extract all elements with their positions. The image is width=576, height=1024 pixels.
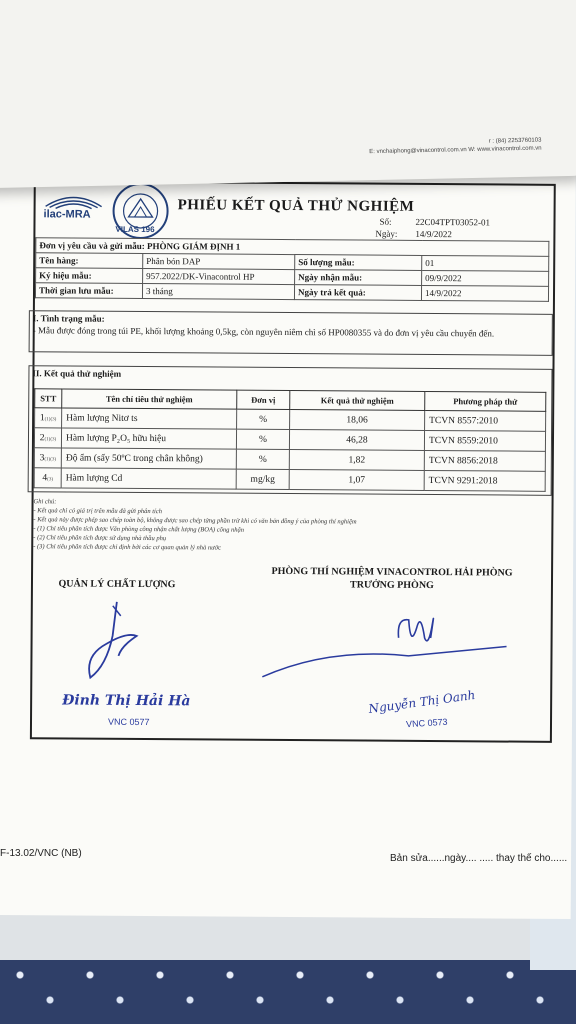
right-signature-icon: [258, 607, 519, 684]
table-row: Ký hiệu mẫu: 957.2022/DK-Vinacontrol HP Ngày nhận mẫu: 09/9/2022: [36, 268, 549, 287]
notes: Ghi chú: - Kết quả chỉ có giá trị trên mẫu đã gửi phân tích - Kết quả này được phép sao chép toàn bộ, không được sao chép từng phần trừ khi có văn bản đồng ý của phòng thí nghiệm - (1) Chỉ tiêu phân tích được Văn phòng công nhận chất lượng (BOA) công nhận - (2) Chỉ tiêu phân tích được sử dụng nhà thầu phụ - (3) Chỉ tiêu phân tích được chỉ định bởi các cơ quan quản lý nhà nước: [33, 498, 357, 552]
sample-condition-section: [29, 310, 553, 356]
table-row: 2(1)(3) Hàm lượng P₂O₅ hữu hiệu % 46,28 TCVN 8559:2010: [34, 428, 545, 452]
section-title: II. Kết quả thử nghiệm: [32, 368, 122, 379]
report-date-label: Ngày:: [375, 228, 398, 239]
sample-info-table: [35, 237, 549, 302]
section-title: I. Tình trạng mẫu:: [32, 313, 105, 324]
background-fabric: [0, 955, 576, 1024]
vilas-code: VILAS 196: [115, 224, 155, 235]
left-signature-icon: [76, 596, 167, 687]
table-row: 1(1)(3) Hàm lượng Nitơ ts % 18,06 TCVN 8557:2010: [35, 408, 546, 432]
table-row: 3(1)(3) Độ ẩm (sấy 50ºC trong chân không) % 1,82 TCVN 8856:2018: [34, 448, 545, 472]
form-code: F-13.02/VNC (NB): [0, 848, 82, 859]
table-row: Thời gian lưu mẫu: 3 tháng Ngày trả kết quả: 14/9/2022: [35, 283, 548, 302]
quality-manager-code: VNC 0577: [107, 716, 150, 728]
results-table: [34, 388, 547, 492]
ilac-mra-logo: ilac-MRA: [43, 192, 105, 222]
overlapping-top-sheet: [0, 0, 576, 188]
lab-name-title: PHÒNG THÍ NGHIỆM VINACONTROL HẢI PHÒNG: [271, 565, 513, 579]
quality-manager-title: QUẢN LÝ CHẤT LƯỢNG: [58, 578, 176, 591]
head-of-lab-name: Nguyễn Thị Oanh: [367, 687, 477, 717]
report-number-label: Số:: [379, 216, 392, 227]
quality-manager-name: Đinh Thị Hải Hà: [62, 692, 191, 710]
table-row: 4(3) Hàm lượng Cd mg/kg 1,07 TCVN 9291:2018: [34, 468, 545, 492]
sample-condition-text: - Mẫu được đóng trong túi PE, khối lượng khoảng 0,5kg, còn nguyên niêm chì số HP0080355 và do đơn vị yêu cầu chuyển đến.: [32, 325, 495, 339]
revision-note: Bản sửa......ngày.... ..... thay thế cho......: [390, 853, 568, 864]
requester: Đơn vị yêu cầu và gửi mẫu: PHÒNG GIÁM ĐỊNH 1: [36, 238, 549, 257]
table-row: Tên hàng: Phân bón DAP Số lượng mẫu: 01: [36, 253, 549, 272]
head-of-lab-title: TRƯỞNG PHÒNG: [350, 579, 434, 592]
test-report-sheet: [0, 150, 576, 919]
lab-contact: r : (84) 2253760103 E: vnchaiphong@vinacontrol.com.vn W: www.vinacontrol.com.vn: [369, 137, 542, 156]
head-of-lab-code: VNC 0573: [405, 716, 448, 730]
table-header-row: STT Tên chỉ tiêu thử nghiệm Đơn vị Kết quả thử nghiệm Phương pháp thử: [35, 389, 546, 412]
report-date: 14/9/2022: [415, 228, 452, 240]
report-number: 22C04TPT03052-01: [415, 216, 491, 228]
report-title: PHIẾU KẾT QUẢ THỬ NGHIỆM: [177, 197, 415, 215]
